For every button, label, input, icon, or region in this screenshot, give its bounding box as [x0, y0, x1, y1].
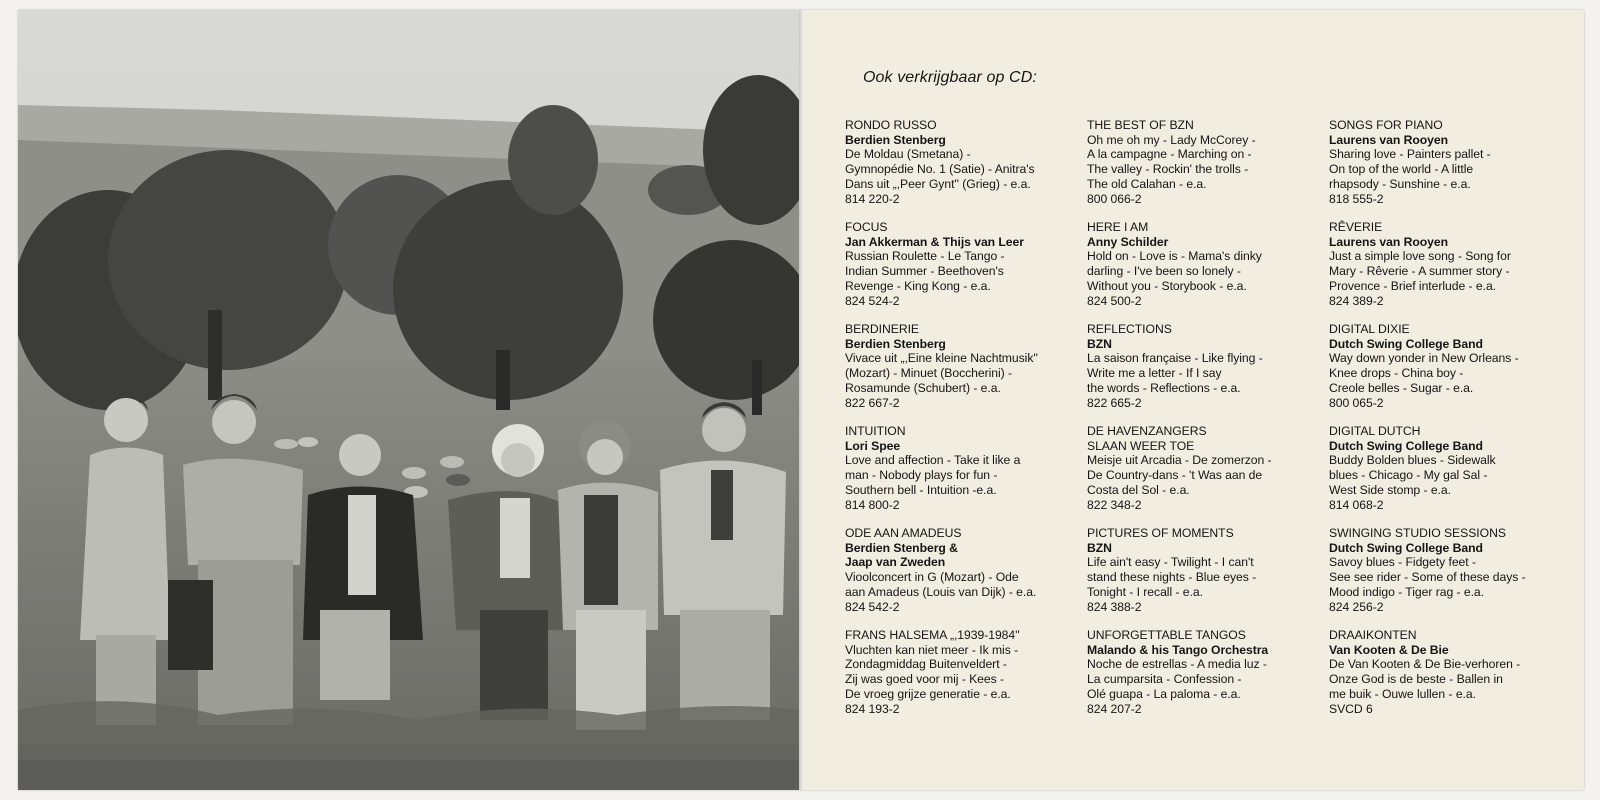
album-entry [845, 628, 1077, 716]
album-tracks-line: Mary - Rêverie - A summer story - [1329, 264, 1510, 279]
album-catalog-number: 824 524-2 [845, 293, 900, 308]
album-tracks-line: Without you - Storybook - e.a. [1087, 278, 1247, 293]
album-tracks-line: Creole belles - Sugar - e.a. [1329, 380, 1474, 395]
album-tracks-line: Vluchten kan niet meer - Ik mis - [845, 642, 1019, 657]
album-artist: Dutch Swing College Band [1329, 540, 1483, 555]
album-tracks-line: De Moldau (Smetana) - [845, 147, 971, 162]
album-catalog-number: 814 068-2 [1329, 497, 1384, 512]
album-artist: Jan Akkerman & Thijs van Leer [845, 234, 1024, 249]
album-title: DRAAIKONTEN [1329, 628, 1417, 642]
album-catalog-number: 814 220-2 [845, 191, 900, 206]
album-tracks-line: Meisje uit Arcadia - De zomerzon - [1087, 453, 1272, 468]
album-tracks-line: Hold on - Love is - Mama's dinky [1087, 249, 1262, 264]
album-title: RÊVERIE [1329, 220, 1383, 234]
album-artist: Dutch Swing College Band [1329, 336, 1483, 351]
album-tracks-line: me buik - Ouwe lullen - e.a. [1329, 686, 1476, 701]
album-entry [845, 322, 1077, 410]
album-tracks-line: The valley - Rockin' the trolls - [1087, 162, 1249, 177]
album-title: PICTURES OF MOMENTS [1087, 526, 1234, 540]
album-title: REFLECTIONS [1087, 322, 1172, 336]
album-tracks-line: Indian Summer - Beethoven's [845, 264, 1004, 279]
album-tracks-line: darling - I've been so lonely - [1087, 264, 1241, 279]
album-title: FRANS HALSEMA „,1939-1984'' [845, 628, 1020, 642]
album-entry [1087, 526, 1319, 614]
album-title: BERDINERIE [845, 322, 919, 336]
album-catalog-number: 824 500-2 [1087, 293, 1142, 308]
album-tracks-line: De Country-dans - 't Was aan de [1087, 468, 1263, 483]
album-entry [1087, 118, 1319, 206]
album-tracks-line: Rosamunde (Schubert) - e.a. [845, 380, 1001, 395]
album-tracks-line: Just a simple love song - Song for [1329, 249, 1511, 264]
album-entry [1329, 526, 1561, 614]
album-artist: Berdien Stenberg & [845, 540, 958, 555]
album-title: DIGITAL DIXIE [1329, 322, 1410, 336]
album-artist: Berdien Stenberg [845, 132, 946, 147]
album-title: FOCUS [845, 220, 888, 234]
album-tracks-line: De vroeg grijze generatie - e.a. [845, 686, 1011, 701]
album-catalog-number: 822 348-2 [1087, 497, 1142, 512]
album-entry [1329, 424, 1561, 512]
album-tracks-line: Onze God is de beste - Ballen in [1329, 672, 1503, 687]
album-artist: BZN [1087, 336, 1112, 351]
cd-booklet-spread [18, 10, 1584, 790]
album-catalog-number: 800 065-2 [1329, 395, 1384, 410]
album-tracks-line: Oh me oh my - Lady McCorey - [1087, 132, 1256, 147]
album-artist: Dutch Swing College Band [1329, 438, 1483, 453]
album-tracks-line: rhapsody - Sunshine - e.a. [1329, 176, 1471, 191]
album-entry [845, 526, 1077, 614]
album-entry [1087, 220, 1319, 308]
album-entry [1329, 118, 1561, 206]
album-tracks-line: See see rider - Some of these days - [1329, 570, 1526, 585]
album-title-line-2: SLAAN WEER TOE [1087, 438, 1195, 453]
album-tracks-line: Write me a letter - If I say [1087, 366, 1222, 381]
album-catalog-number: 800 066-2 [1087, 191, 1142, 206]
album-tracks-line: Zondagmiddag Buitenveldert - [845, 657, 1007, 672]
album-catalog-number: 824 389-2 [1329, 293, 1384, 308]
album-artist: Lori Spee [845, 438, 901, 453]
album-catalog-number: 824 388-2 [1087, 599, 1142, 614]
album-catalog-number: 822 667-2 [845, 395, 900, 410]
album-artist: Anny Schilder [1087, 234, 1169, 249]
album-tracks-line: aan Amadeus (Louis van Dijk) - e.a. [845, 584, 1037, 599]
album-entry [845, 118, 1077, 206]
album-title: DE HAVENZANGERS [1087, 424, 1207, 438]
album-title: THE BEST OF BZN [1087, 118, 1194, 132]
album-artist: Malando & his Tango Orchestra [1087, 642, 1269, 657]
album-tracks-line: (Mozart) - Minuet (Boccherini) - [845, 366, 1013, 381]
album-tracks-line: man - Nobody plays for fun - [845, 468, 998, 483]
album-title: ODE AAN AMADEUS [845, 526, 962, 540]
album-tracks-line: Life ain't easy - Twilight - I can't [1087, 555, 1254, 570]
catalog-heading: Ook verkrijgbaar op CD: [863, 69, 1037, 86]
album-tracks-line: Zij was goed voor mij - Kees - [845, 672, 1005, 687]
album-tracks-line: Buddy Bolden blues - Sidewalk [1329, 453, 1496, 468]
album-tracks-line: Olé guapa - La paloma - e.a. [1087, 686, 1241, 701]
album-tracks-line: Tonight - I recall - e.a. [1087, 584, 1203, 599]
band-photo-image [18, 10, 799, 790]
album-tracks-line: the words - Reflections - e.a. [1087, 380, 1241, 395]
album-catalog-number: 818 555-2 [1329, 191, 1384, 206]
album-tracks-line: Way down yonder in New Orleans - [1329, 351, 1519, 366]
album-title: DIGITAL DUTCH [1329, 424, 1421, 438]
album-tracks-line: The old Calahan - e.a. [1087, 176, 1207, 191]
album-entry [1329, 220, 1561, 308]
album-artist: Laurens van Rooyen [1329, 234, 1448, 249]
album-tracks-line: Provence - Brief interlude - e.a. [1329, 278, 1497, 293]
album-catalog-number: 822 665-2 [1087, 395, 1142, 410]
album-entry [1329, 628, 1561, 716]
album-entry [1329, 322, 1561, 410]
album-catalog-number: 824 542-2 [845, 599, 900, 614]
album-tracks-line: Savoy blues - Fidgety feet - [1329, 555, 1476, 570]
album-tracks-line: Dans uit „,Peer Gynt'' (Grieg) - e.a. [845, 176, 1031, 191]
album-entry [1087, 424, 1319, 512]
album-tracks-line: West Side stomp - e.a. [1329, 482, 1451, 497]
album-tracks-line: Southern bell - Intuition -e.a. [845, 482, 997, 497]
album-tracks-line: Russian Roulette - Le Tango - [845, 249, 1005, 264]
album-tracks-line: Knee drops - China boy - [1329, 366, 1464, 381]
album-tracks-line: A la campagne - Marching on - [1087, 147, 1252, 162]
album-tracks-line: On top of the world - A little [1329, 162, 1474, 177]
album-tracks-line: blues - Chicago - My gal Sal - [1329, 468, 1488, 483]
album-tracks-line: Sharing love - Painters pallet - [1329, 147, 1491, 162]
band-photo [18, 10, 799, 790]
album-title: SONGS FOR PIANO [1329, 118, 1443, 132]
album-tracks-line: stand these nights - Blue eyes - [1087, 570, 1257, 585]
album-catalog-number: 814 800-2 [845, 497, 900, 512]
catalog-page [805, 10, 1584, 790]
album-title: SWINGING STUDIO SESSIONS [1329, 526, 1506, 540]
album-catalog-number: 824 207-2 [1087, 701, 1142, 716]
album-entry [1087, 628, 1319, 716]
album-tracks-line: La saison française - Like flying - [1087, 351, 1263, 366]
album-entry [845, 220, 1077, 308]
album-tracks-line: Gymnopédie No. 1 (Satie) - Anitra's [845, 162, 1035, 177]
album-artist: Berdien Stenberg [845, 336, 946, 351]
album-tracks-line: Noche de estrellas - A media luz - [1087, 657, 1267, 672]
album-artist: Van Kooten & De Bie [1329, 642, 1449, 657]
album-catalog-number: SVCD 6 [1329, 701, 1373, 716]
album-title: RONDO RUSSO [845, 118, 937, 132]
album-tracks-line: La cumparsita - Confession - [1087, 672, 1242, 687]
album-tracks-line: Revenge - King Kong - e.a. [845, 278, 991, 293]
album-tracks-line: Mood indigo - Tiger rag - e.a. [1329, 584, 1484, 599]
album-catalog-number: 824 193-2 [845, 701, 900, 716]
album-title: UNFORGETTABLE TANGOS [1087, 628, 1246, 642]
album-entry [845, 424, 1077, 512]
album-catalog-number: 824 256-2 [1329, 599, 1384, 614]
album-artist: BZN [1087, 540, 1112, 555]
album-artist: Jaap van Zweden [845, 555, 946, 570]
album-title: INTUITION [845, 424, 906, 438]
album-tracks-line: Costa del Sol - e.a. [1087, 482, 1190, 497]
album-tracks-line: Vioolconcert in G (Mozart) - Ode [845, 570, 1019, 585]
album-entry [1087, 322, 1319, 410]
album-tracks-line: Love and affection - Take it like a [845, 453, 1021, 468]
album-tracks-line: Vivace uit „,Eine kleine Nachtmusik'' [845, 351, 1038, 366]
album-title: HERE I AM [1087, 220, 1149, 234]
album-tracks-line: De Van Kooten & De Bie-verhoren - [1329, 657, 1521, 672]
album-artist: Laurens van Rooyen [1329, 132, 1448, 147]
